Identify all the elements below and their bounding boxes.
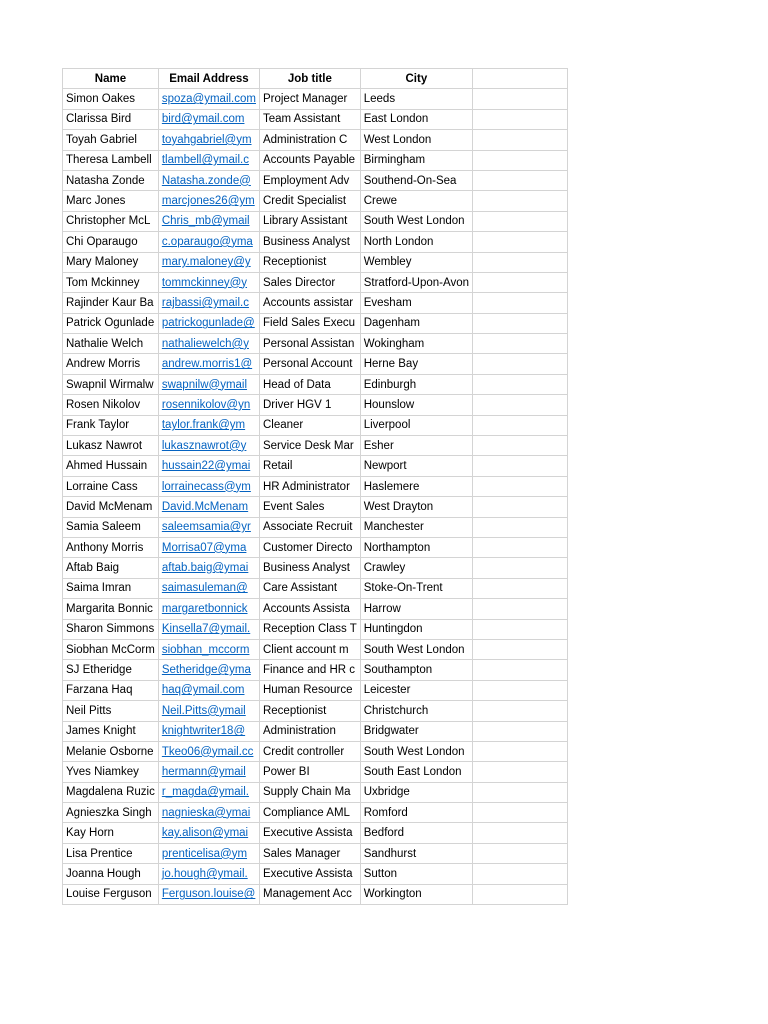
name-cell: Lorraine Cass bbox=[63, 476, 159, 496]
email-link[interactable]: Tkeo06@ymail.cc bbox=[158, 741, 259, 761]
job-title-cell: Event Sales bbox=[259, 497, 360, 517]
table-row bbox=[63, 680, 568, 700]
job-title-cell: Finance and HR c bbox=[259, 660, 360, 680]
table-row bbox=[63, 130, 568, 150]
table-row bbox=[63, 864, 568, 884]
empty-cell bbox=[473, 741, 568, 761]
empty-cell bbox=[473, 843, 568, 863]
email-link[interactable]: saimasuleman@ bbox=[158, 578, 259, 598]
name-cell: Christopher McL bbox=[63, 211, 159, 231]
city-cell: South East London bbox=[360, 762, 472, 782]
city-cell: Southend-On-Sea bbox=[360, 170, 472, 190]
job-title-cell: Sales Manager bbox=[259, 843, 360, 863]
name-cell: Ahmed Hussain bbox=[63, 456, 159, 476]
job-title-cell: Business Analyst bbox=[259, 232, 360, 252]
empty-cell bbox=[473, 721, 568, 741]
city-cell: Uxbridge bbox=[360, 782, 472, 802]
table-row bbox=[63, 762, 568, 782]
email-link[interactable]: knightwriter18@ bbox=[158, 721, 259, 741]
empty-cell bbox=[473, 782, 568, 802]
name-cell: Chi Oparaugo bbox=[63, 232, 159, 252]
name-cell: Nathalie Welch bbox=[63, 334, 159, 354]
header-empty bbox=[473, 69, 568, 89]
city-cell: Northampton bbox=[360, 537, 472, 557]
name-cell: Tom Mckinney bbox=[63, 272, 159, 292]
city-cell: Wokingham bbox=[360, 334, 472, 354]
city-cell: Dagenham bbox=[360, 313, 472, 333]
table-row bbox=[63, 639, 568, 659]
job-title-cell: Administration C bbox=[259, 130, 360, 150]
job-title-cell: Business Analyst bbox=[259, 558, 360, 578]
city-cell: West London bbox=[360, 130, 472, 150]
city-cell: Stratford-Upon-Avon bbox=[360, 272, 472, 292]
job-title-cell: Service Desk Mar bbox=[259, 436, 360, 456]
empty-cell bbox=[473, 884, 568, 904]
table-row bbox=[63, 395, 568, 415]
table-row bbox=[63, 497, 568, 517]
name-cell: Theresa Lambell bbox=[63, 150, 159, 170]
empty-cell bbox=[473, 272, 568, 292]
table-row bbox=[63, 823, 568, 843]
name-cell: Aftab Baig bbox=[63, 558, 159, 578]
name-cell: Yves Niamkey bbox=[63, 762, 159, 782]
empty-cell bbox=[473, 150, 568, 170]
email-link[interactable]: lukasznawrot@y bbox=[158, 436, 259, 456]
empty-cell bbox=[473, 680, 568, 700]
email-link[interactable]: spoza@ymail.com bbox=[158, 89, 259, 109]
city-cell: Romford bbox=[360, 803, 472, 823]
email-link[interactable]: Neil.Pitts@ymail bbox=[158, 701, 259, 721]
email-link[interactable]: bird@ymail.com bbox=[158, 109, 259, 129]
empty-cell bbox=[473, 619, 568, 639]
table-row bbox=[63, 558, 568, 578]
email-link[interactable]: Kinsella7@ymail. bbox=[158, 619, 259, 639]
name-cell: Anthony Morris bbox=[63, 537, 159, 557]
job-title-cell: Sales Director bbox=[259, 272, 360, 292]
job-title-cell: Supply Chain Ma bbox=[259, 782, 360, 802]
city-cell: Harrow bbox=[360, 599, 472, 619]
empty-cell bbox=[473, 823, 568, 843]
empty-cell bbox=[473, 109, 568, 129]
name-cell: Simon Oakes bbox=[63, 89, 159, 109]
job-title-cell: Reception Class T bbox=[259, 619, 360, 639]
job-title-cell: Human Resource bbox=[259, 680, 360, 700]
job-title-cell: Head of Data bbox=[259, 374, 360, 394]
email-link[interactable]: r_magda@ymail. bbox=[158, 782, 259, 802]
name-cell: Patrick Ogunlade bbox=[63, 313, 159, 333]
empty-cell bbox=[473, 517, 568, 537]
job-title-cell: Receptionist bbox=[259, 252, 360, 272]
email-link[interactable]: mary.maloney@y bbox=[158, 252, 259, 272]
empty-cell bbox=[473, 436, 568, 456]
name-cell: Toyah Gabriel bbox=[63, 130, 159, 150]
name-cell: Louise Ferguson bbox=[63, 884, 159, 904]
job-title-cell: Receptionist bbox=[259, 701, 360, 721]
job-title-cell: Customer Directo bbox=[259, 537, 360, 557]
job-title-cell: Credit controller bbox=[259, 741, 360, 761]
name-cell: Saima Imran bbox=[63, 578, 159, 598]
empty-cell bbox=[473, 476, 568, 496]
table-row bbox=[63, 170, 568, 190]
city-cell: Leeds bbox=[360, 89, 472, 109]
name-cell: Joanna Hough bbox=[63, 864, 159, 884]
table-row bbox=[63, 150, 568, 170]
city-cell: South West London bbox=[360, 741, 472, 761]
email-link[interactable]: nathaliewelch@y bbox=[158, 334, 259, 354]
table-row bbox=[63, 843, 568, 863]
email-link[interactable]: marcjones26@ym bbox=[158, 191, 259, 211]
job-title-cell: Driver HGV 1 bbox=[259, 395, 360, 415]
name-cell: Marc Jones bbox=[63, 191, 159, 211]
table-row bbox=[63, 313, 568, 333]
email-link[interactable]: siobhan_mccorm bbox=[158, 639, 259, 659]
city-cell: Christchurch bbox=[360, 701, 472, 721]
table-row bbox=[63, 252, 568, 272]
job-title-cell: Compliance AML bbox=[259, 803, 360, 823]
name-cell: Rajinder Kaur Ba bbox=[63, 293, 159, 313]
email-link[interactable]: andrew.morris1@ bbox=[158, 354, 259, 374]
empty-cell bbox=[473, 578, 568, 598]
email-link[interactable]: haq@ymail.com bbox=[158, 680, 259, 700]
city-cell: Sandhurst bbox=[360, 843, 472, 863]
empty-cell bbox=[473, 354, 568, 374]
empty-cell bbox=[473, 497, 568, 517]
job-title-cell: Accounts assistar bbox=[259, 293, 360, 313]
name-cell: Samia Saleem bbox=[63, 517, 159, 537]
email-link[interactable]: patrickogunlade@ bbox=[158, 313, 259, 333]
empty-cell bbox=[473, 170, 568, 190]
city-cell: Southampton bbox=[360, 660, 472, 680]
email-link[interactable]: aftab.baig@ymai bbox=[158, 558, 259, 578]
name-cell: SJ Etheridge bbox=[63, 660, 159, 680]
city-cell: Newport bbox=[360, 456, 472, 476]
table-row bbox=[63, 741, 568, 761]
name-cell: Natasha Zonde bbox=[63, 170, 159, 190]
email-link[interactable]: Natasha.zonde@ bbox=[158, 170, 259, 190]
empty-cell bbox=[473, 191, 568, 211]
city-cell: Crawley bbox=[360, 558, 472, 578]
table-row bbox=[63, 191, 568, 211]
name-cell: Neil Pitts bbox=[63, 701, 159, 721]
job-title-cell: Retail bbox=[259, 456, 360, 476]
table-row bbox=[63, 232, 568, 252]
email-link[interactable]: Ferguson.louise@ bbox=[158, 884, 259, 904]
table-row bbox=[63, 415, 568, 435]
job-title-cell: Field Sales Execu bbox=[259, 313, 360, 333]
table-row bbox=[63, 293, 568, 313]
empty-cell bbox=[473, 660, 568, 680]
header-row bbox=[63, 69, 568, 89]
job-title-cell: Library Assistant bbox=[259, 211, 360, 231]
table-row bbox=[63, 884, 568, 904]
email-link[interactable]: nagnieska@ymai bbox=[158, 803, 259, 823]
city-cell: Esher bbox=[360, 436, 472, 456]
email-link[interactable]: jo.hough@ymail. bbox=[158, 864, 259, 884]
city-cell: Bridgwater bbox=[360, 721, 472, 741]
job-title-cell: Cleaner bbox=[259, 415, 360, 435]
job-title-cell: Credit Specialist bbox=[259, 191, 360, 211]
table-row bbox=[63, 456, 568, 476]
table-row bbox=[63, 599, 568, 619]
email-link[interactable]: hermann@ymail bbox=[158, 762, 259, 782]
name-cell: Rosen Nikolov bbox=[63, 395, 159, 415]
job-title-cell: Executive Assista bbox=[259, 864, 360, 884]
city-cell: Liverpool bbox=[360, 415, 472, 435]
empty-cell bbox=[473, 415, 568, 435]
job-title-cell: Power BI bbox=[259, 762, 360, 782]
name-cell: David McMenam bbox=[63, 497, 159, 517]
job-title-cell: Team Assistant bbox=[259, 109, 360, 129]
table-row bbox=[63, 354, 568, 374]
email-link[interactable]: Setheridge@yma bbox=[158, 660, 259, 680]
name-cell: Kay Horn bbox=[63, 823, 159, 843]
email-link[interactable]: swapnilw@ymail bbox=[158, 374, 259, 394]
table-row bbox=[63, 334, 568, 354]
table-row bbox=[63, 619, 568, 639]
job-title-cell: Client account m bbox=[259, 639, 360, 659]
email-link[interactable]: David.McMenam bbox=[158, 497, 259, 517]
header-name: Name bbox=[63, 69, 159, 89]
table-row bbox=[63, 476, 568, 496]
header-email-address: Email Address bbox=[158, 69, 259, 89]
empty-cell bbox=[473, 232, 568, 252]
name-cell: Lisa Prentice bbox=[63, 843, 159, 863]
table-body bbox=[63, 89, 568, 905]
job-title-cell: Project Manager bbox=[259, 89, 360, 109]
table-row bbox=[63, 701, 568, 721]
email-link[interactable]: tommckinney@y bbox=[158, 272, 259, 292]
name-cell: Agnieszka Singh bbox=[63, 803, 159, 823]
email-link[interactable]: lorrainecass@ym bbox=[158, 476, 259, 496]
city-cell: Leicester bbox=[360, 680, 472, 700]
city-cell: Sutton bbox=[360, 864, 472, 884]
email-link[interactable]: tlambell@ymail.c bbox=[158, 150, 259, 170]
empty-cell bbox=[473, 639, 568, 659]
empty-cell bbox=[473, 374, 568, 394]
email-link[interactable]: Chris_mb@ymail bbox=[158, 211, 259, 231]
empty-cell bbox=[473, 395, 568, 415]
job-title-cell: Employment Adv bbox=[259, 170, 360, 190]
city-cell: South West London bbox=[360, 211, 472, 231]
city-cell: Edinburgh bbox=[360, 374, 472, 394]
email-link[interactable]: margaretbonnick bbox=[158, 599, 259, 619]
name-cell: Margarita Bonnic bbox=[63, 599, 159, 619]
city-cell: Stoke-On-Trent bbox=[360, 578, 472, 598]
empty-cell bbox=[473, 762, 568, 782]
empty-cell bbox=[473, 130, 568, 150]
empty-cell bbox=[473, 701, 568, 721]
name-cell: James Knight bbox=[63, 721, 159, 741]
table-row bbox=[63, 211, 568, 231]
name-cell: Clarissa Bird bbox=[63, 109, 159, 129]
email-link[interactable]: prenticelisa@ym bbox=[158, 843, 259, 863]
city-cell: Manchester bbox=[360, 517, 472, 537]
name-cell: Siobhan McCorm bbox=[63, 639, 159, 659]
table-row bbox=[63, 803, 568, 823]
empty-cell bbox=[473, 313, 568, 333]
table-row bbox=[63, 436, 568, 456]
table-row bbox=[63, 109, 568, 129]
city-cell: Birmingham bbox=[360, 150, 472, 170]
empty-cell bbox=[473, 252, 568, 272]
email-link[interactable]: kay.alison@ymai bbox=[158, 823, 259, 843]
email-link[interactable]: Morrisa07@yma bbox=[158, 537, 259, 557]
city-cell: West Drayton bbox=[360, 497, 472, 517]
city-cell: East London bbox=[360, 109, 472, 129]
city-cell: Herne Bay bbox=[360, 354, 472, 374]
name-cell: Lukasz Nawrot bbox=[63, 436, 159, 456]
table-row bbox=[63, 374, 568, 394]
job-title-cell: Care Assistant bbox=[259, 578, 360, 598]
empty-cell bbox=[473, 558, 568, 578]
job-title-cell: Management Acc bbox=[259, 884, 360, 904]
job-title-cell: Accounts Payable bbox=[259, 150, 360, 170]
city-cell: Huntingdon bbox=[360, 619, 472, 639]
job-title-cell: Associate Recruit bbox=[259, 517, 360, 537]
empty-cell bbox=[473, 864, 568, 884]
table-row bbox=[63, 782, 568, 802]
empty-cell bbox=[473, 211, 568, 231]
city-cell: North London bbox=[360, 232, 472, 252]
email-link[interactable]: rosennikolov@yn bbox=[158, 395, 259, 415]
table-row bbox=[63, 89, 568, 109]
empty-cell bbox=[473, 537, 568, 557]
header-job-title: Job title bbox=[259, 69, 360, 89]
empty-cell bbox=[473, 334, 568, 354]
name-cell: Melanie Osborne bbox=[63, 741, 159, 761]
table-row bbox=[63, 517, 568, 537]
email-link[interactable]: taylor.frank@ym bbox=[158, 415, 259, 435]
city-cell: South West London bbox=[360, 639, 472, 659]
name-cell: Mary Maloney bbox=[63, 252, 159, 272]
name-cell: Farzana Haq bbox=[63, 680, 159, 700]
city-cell: Hounslow bbox=[360, 395, 472, 415]
email-link[interactable]: saleemsamia@yr bbox=[158, 517, 259, 537]
empty-cell bbox=[473, 456, 568, 476]
header-city: City bbox=[360, 69, 472, 89]
table-row bbox=[63, 578, 568, 598]
job-title-cell: Accounts Assista bbox=[259, 599, 360, 619]
city-cell: Bedford bbox=[360, 823, 472, 843]
empty-cell bbox=[473, 293, 568, 313]
city-cell: Workington bbox=[360, 884, 472, 904]
city-cell: Wembley bbox=[360, 252, 472, 272]
email-link[interactable]: c.oparaugo@yma bbox=[158, 232, 259, 252]
city-cell: Haslemere bbox=[360, 476, 472, 496]
name-cell: Magdalena Ruzic bbox=[63, 782, 159, 802]
name-cell: Andrew Morris bbox=[63, 354, 159, 374]
job-title-cell: Personal Assistan bbox=[259, 334, 360, 354]
email-link[interactable]: toyahgabriel@ym bbox=[158, 130, 259, 150]
job-title-cell: Personal Account bbox=[259, 354, 360, 374]
name-cell: Sharon Simmons bbox=[63, 619, 159, 639]
email-link[interactable]: rajbassi@ymail.c bbox=[158, 293, 259, 313]
table-row bbox=[63, 272, 568, 292]
empty-cell bbox=[473, 803, 568, 823]
table-row bbox=[63, 721, 568, 741]
city-cell: Crewe bbox=[360, 191, 472, 211]
email-link[interactable]: hussain22@ymai bbox=[158, 456, 259, 476]
job-title-cell: Executive Assista bbox=[259, 823, 360, 843]
table-row bbox=[63, 660, 568, 680]
table-row bbox=[63, 537, 568, 557]
job-title-cell: HR Administrator bbox=[259, 476, 360, 496]
empty-cell bbox=[473, 599, 568, 619]
job-title-cell: Administration bbox=[259, 721, 360, 741]
contacts-table bbox=[62, 68, 568, 905]
empty-cell bbox=[473, 89, 568, 109]
name-cell: Swapnil Wirmalw bbox=[63, 374, 159, 394]
name-cell: Frank Taylor bbox=[63, 415, 159, 435]
city-cell: Evesham bbox=[360, 293, 472, 313]
